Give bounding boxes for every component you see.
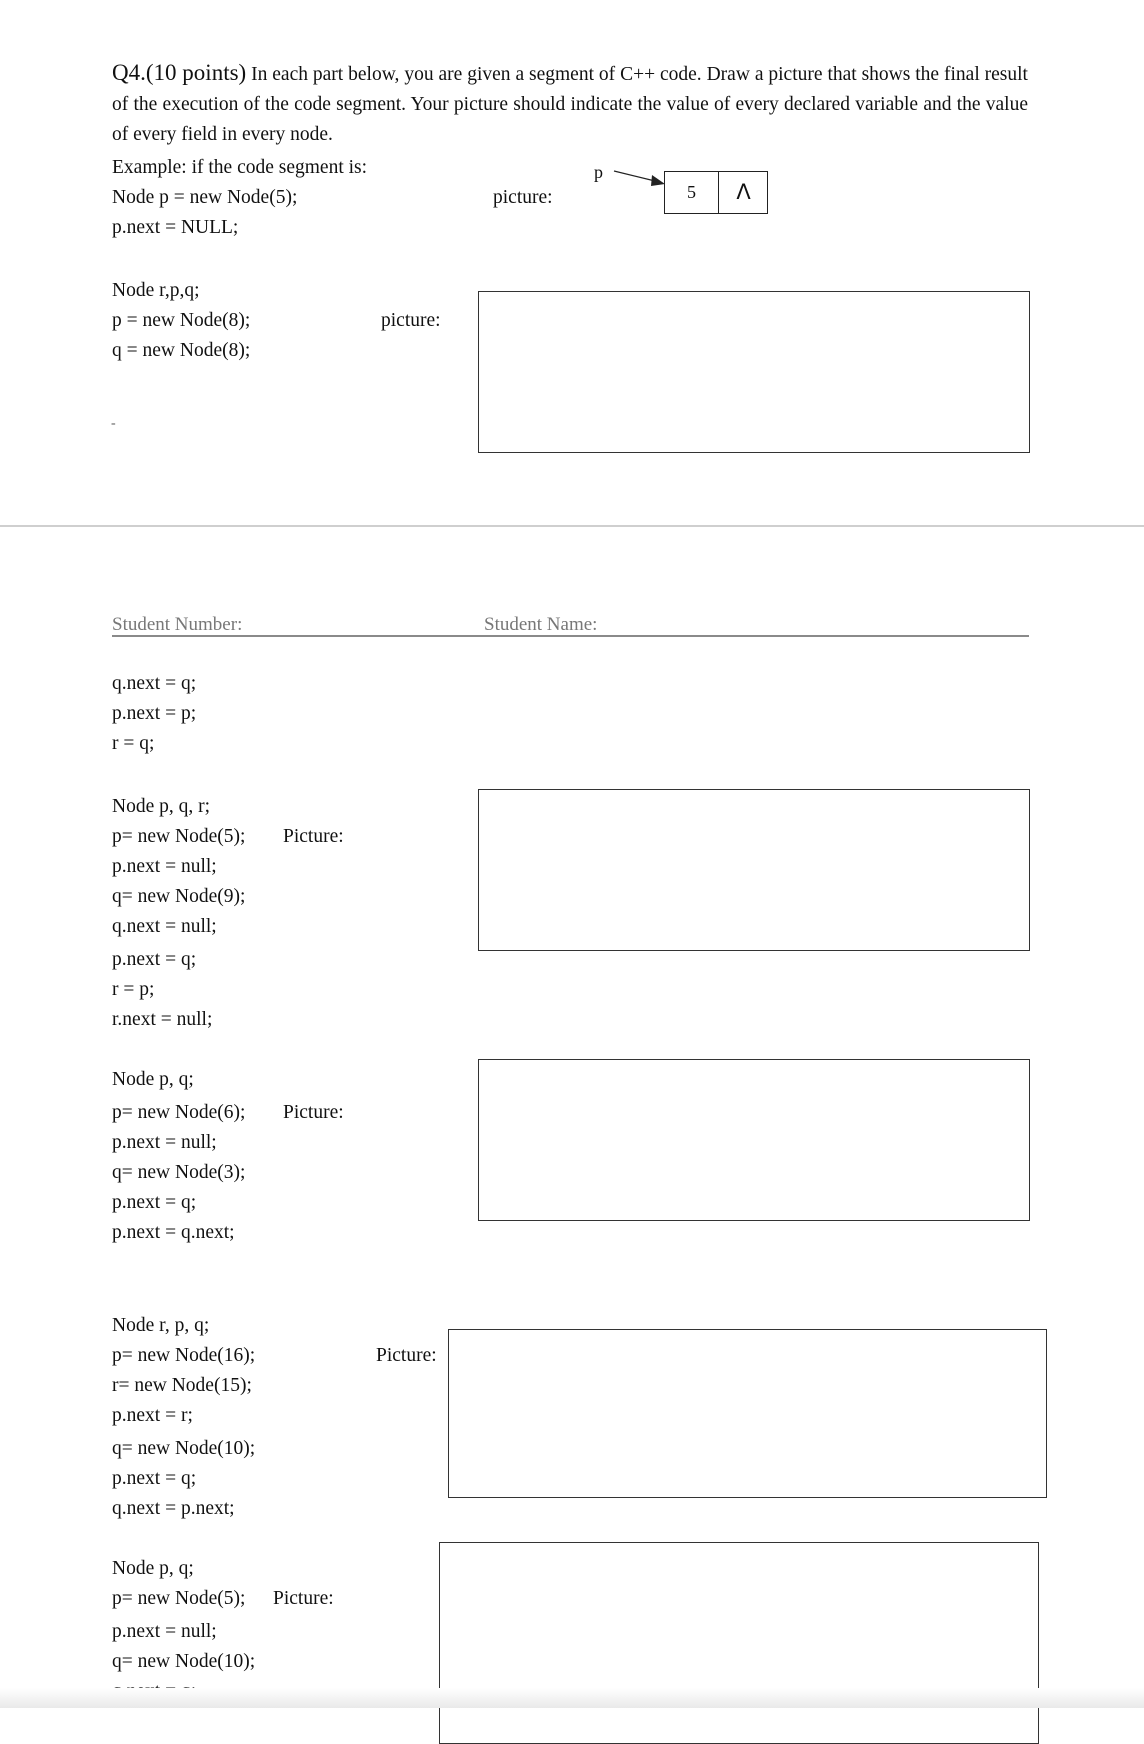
question-label: Q4.(10 points) — [112, 60, 247, 85]
part1-picture-box[interactable] — [478, 291, 1030, 453]
part1-line-2: p = new Node(8); — [112, 310, 251, 331]
part3-line-1: Node p, q; — [112, 1069, 194, 1090]
part1-line-3: q = new Node(8); — [112, 340, 251, 361]
part5-line-1: Node p, q; — [112, 1558, 194, 1579]
example-node-null: Λ — [736, 180, 751, 204]
part3-line-3: p.next = null; — [112, 1132, 217, 1153]
part3-line-4: q= new Node(3); — [112, 1162, 246, 1183]
part5-picture-box[interactable] — [439, 1542, 1039, 1744]
part3-line-2: p= new Node(6); — [112, 1102, 246, 1123]
part4-line-1: Node r, p, q; — [112, 1315, 210, 1336]
example-node — [664, 171, 768, 214]
part1-cont-line-2: p.next = p; — [112, 703, 197, 724]
example-intro: Example: if the code segment is: — [112, 157, 368, 178]
part3-line-6: p.next = q.next; — [112, 1222, 235, 1243]
part4-line-7: q.next = p.next; — [112, 1498, 235, 1519]
example-line-2: p.next = NULL; — [112, 217, 239, 238]
part4-line-4: p.next = r; — [112, 1405, 193, 1426]
part3-picture-label: Picture: — [283, 1102, 344, 1123]
part5-line-2: p= new Node(5); — [112, 1588, 246, 1609]
part1-cont-line-3: r = q; — [112, 733, 155, 754]
part2-line-7: r = p; — [112, 979, 155, 1000]
part4-line-5: q= new Node(10); — [112, 1438, 256, 1459]
header-rule — [112, 635, 1029, 637]
part4-line-3: r= new Node(15); — [112, 1375, 252, 1396]
stray-mark: - — [111, 416, 116, 431]
part2-line-1: Node p, q, r; — [112, 796, 211, 817]
page-separator — [0, 525, 1144, 527]
part1-cont-line-1: q.next = q; — [112, 673, 197, 694]
part1-picture-label: picture: — [381, 310, 441, 331]
part2-picture-box[interactable] — [478, 789, 1030, 951]
example-node-value: 5 — [687, 182, 696, 202]
student-number-label: Student Number: — [112, 614, 243, 635]
part1-line-1: Node r,p,q; — [112, 280, 200, 301]
example-line-1: Node p = new Node(5); — [112, 187, 298, 208]
student-name-label: Student Name: — [484, 614, 598, 635]
example-pointer-arrow-icon — [610, 165, 670, 195]
part2-line-4: q= new Node(9); — [112, 886, 246, 907]
part5-line-4: q= new Node(10); — [112, 1651, 256, 1672]
example-pointer-label: p — [594, 162, 603, 182]
part2-picture-label: Picture: — [283, 826, 344, 847]
part2-line-5: q.next = null; — [112, 916, 217, 937]
part3-line-5: p.next = q; — [112, 1192, 197, 1213]
question-text — [112, 58, 1028, 150]
part2-line-2: p= new Node(5); — [112, 826, 246, 847]
part4-line-6: p.next = q; — [112, 1468, 197, 1489]
part4-picture-label: Picture: — [376, 1345, 437, 1366]
part5-line-3: p.next = null; — [112, 1621, 217, 1642]
part2-line-8: r.next = null; — [112, 1009, 213, 1030]
part2-line-3: p.next = null; — [112, 856, 217, 877]
part4-line-2: p= new Node(16); — [112, 1345, 256, 1366]
example-picture-label: picture: — [493, 187, 553, 208]
part2-line-6: p.next = q; — [112, 949, 197, 970]
part4-picture-box[interactable] — [448, 1329, 1047, 1498]
question-body: In each part below, you are given a segment of C++ code. Draw a picture that shows the final result of the execution of the code segment. Your picture should indicate the value of every declared variable and the value of every field in every node. — [112, 64, 1028, 145]
part3-picture-box[interactable] — [478, 1059, 1030, 1221]
page-bottom-shadow — [0, 1688, 1144, 1708]
part5-picture-label: Picture: — [273, 1588, 334, 1609]
